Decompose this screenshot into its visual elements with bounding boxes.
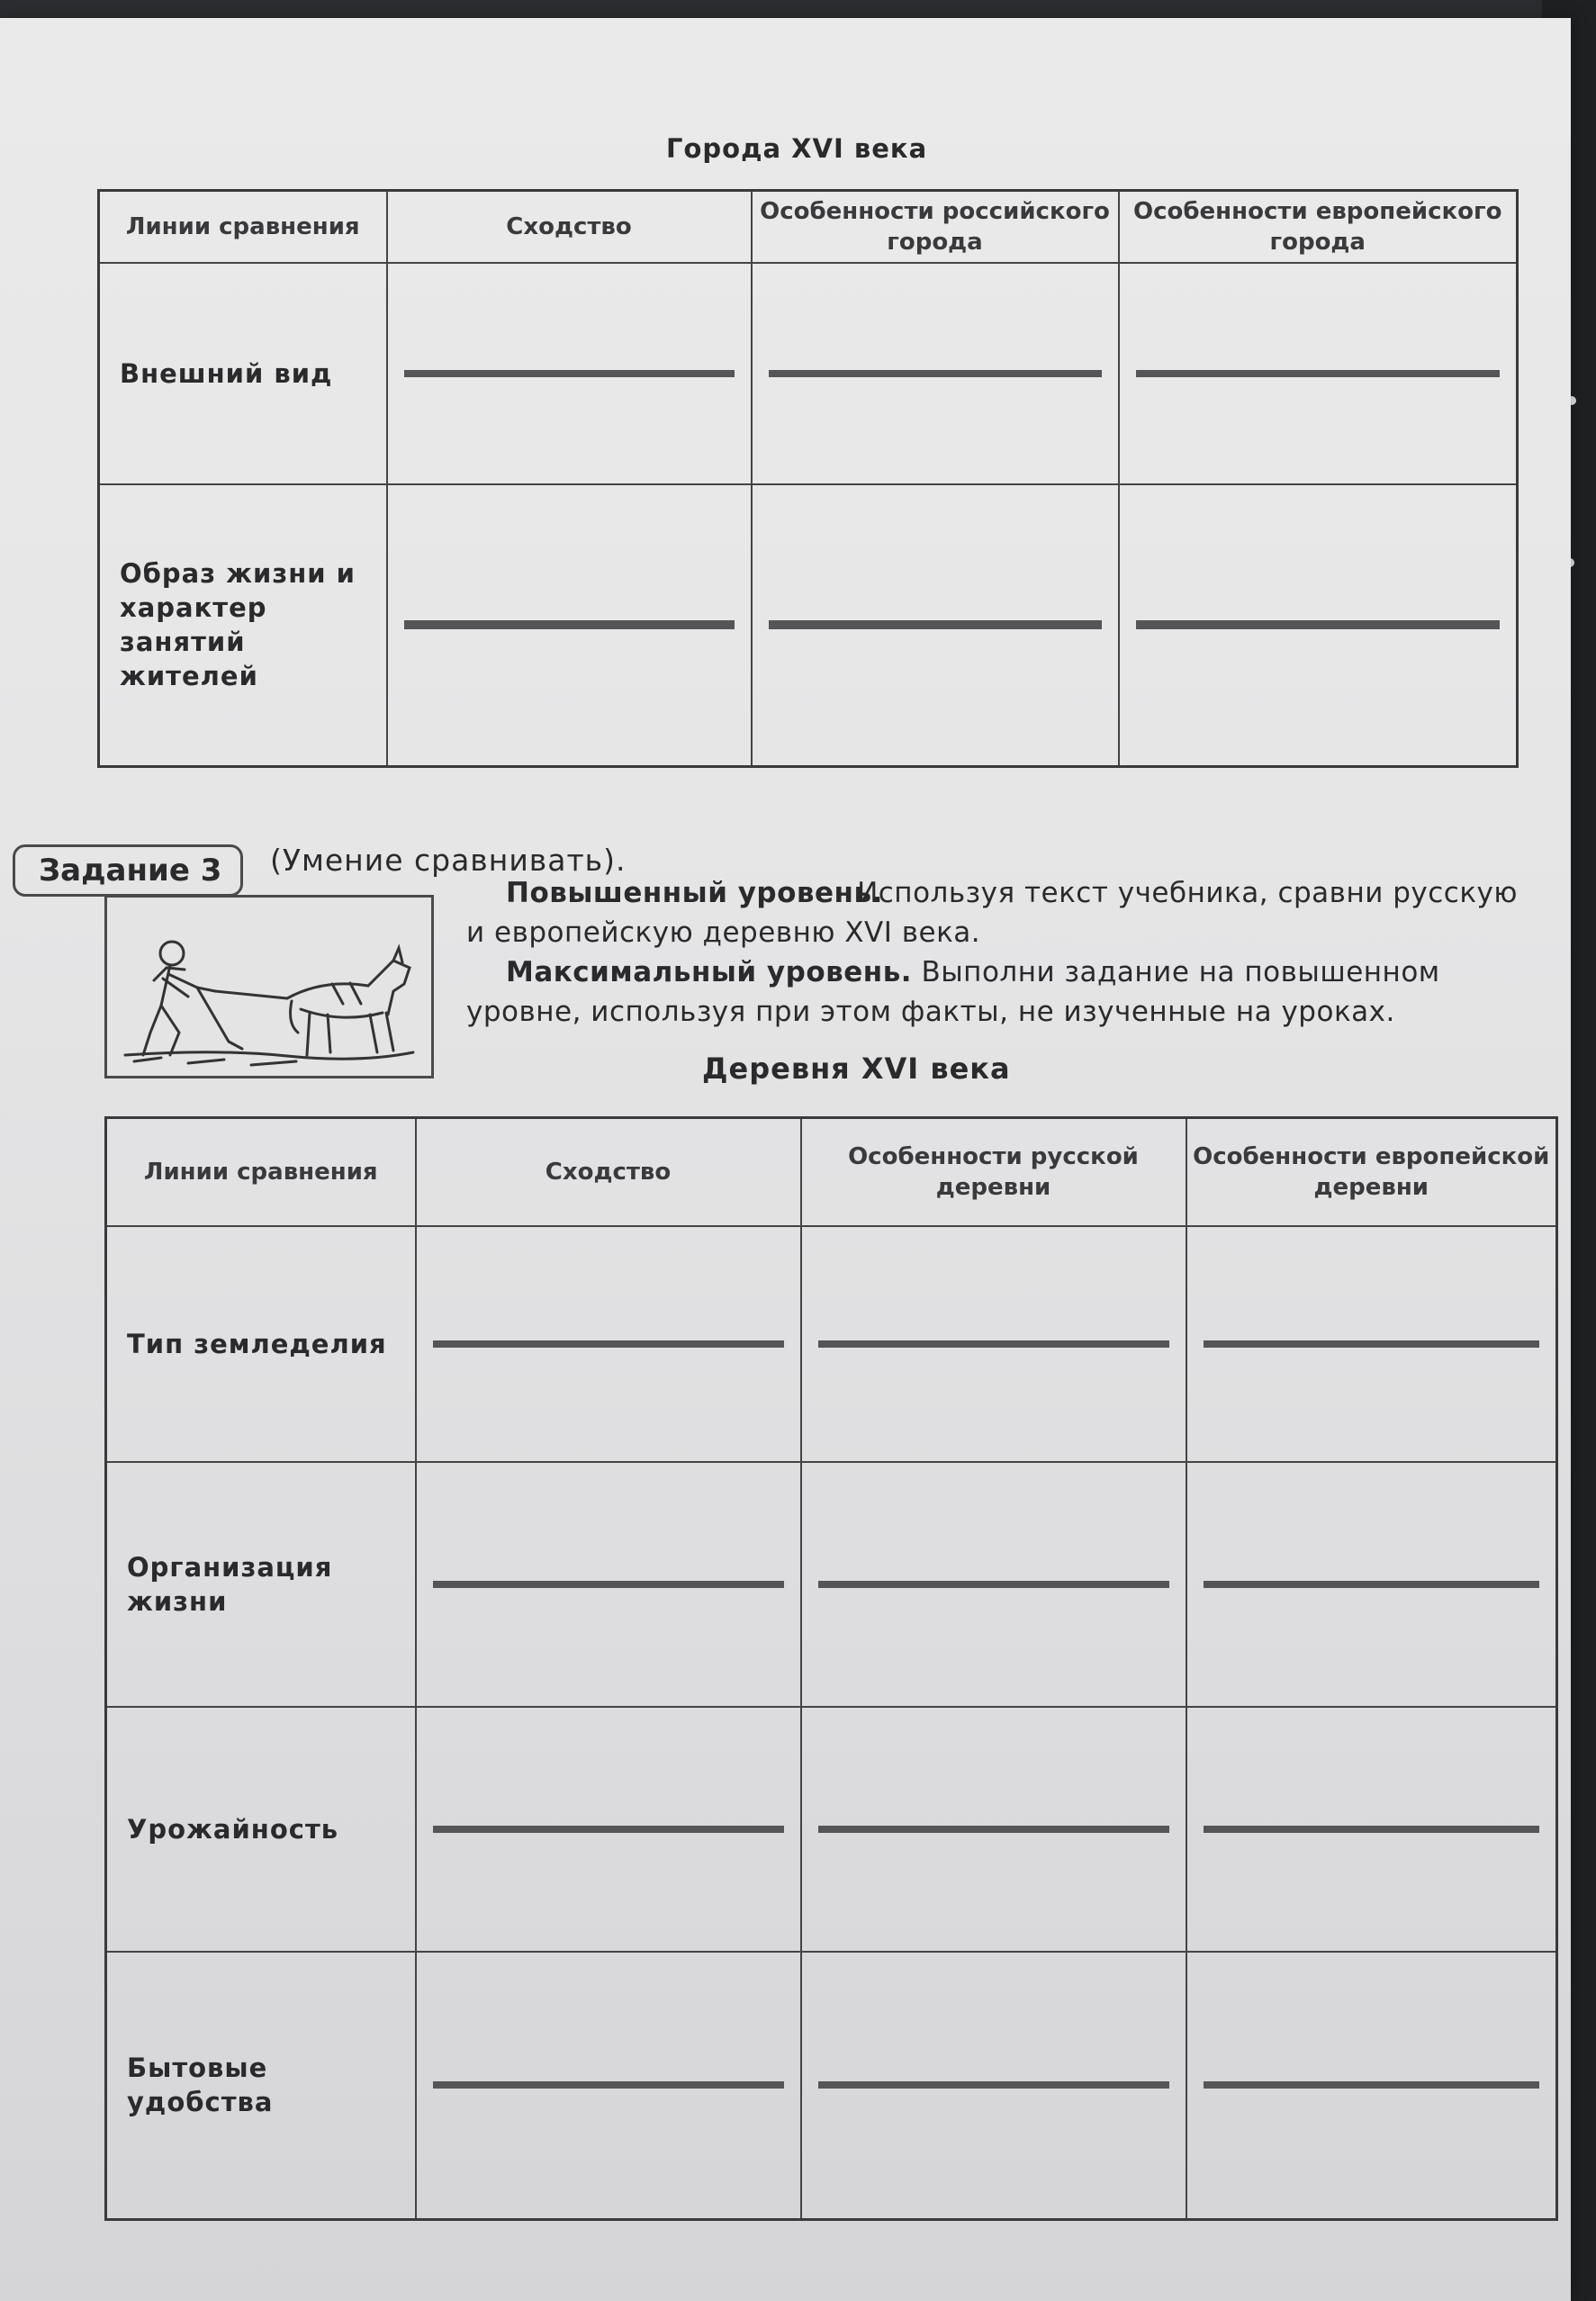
- table2-row-label-yield: Урожайность: [106, 1707, 416, 1952]
- answer-cell[interactable]: [416, 1226, 801, 1462]
- table-row: [106, 1226, 1557, 1462]
- answer-cell[interactable]: [1119, 484, 1518, 767]
- table-row: [106, 1952, 1557, 2220]
- answer-cell[interactable]: [1186, 1462, 1557, 1707]
- table2-header-similarity: Сходство: [416, 1118, 801, 1226]
- task-badge: Задание 3: [13, 844, 243, 897]
- task-note: (Умение сравнивать).: [270, 843, 627, 878]
- table2-row-label-farming-type: Тип земледелия: [106, 1226, 416, 1462]
- answer-cell[interactable]: [801, 1226, 1186, 1462]
- table1-header-european-city: Особенности европейского города: [1119, 191, 1518, 263]
- advanced-level-label: Повышенный уровень.: [506, 877, 883, 909]
- answer-cell[interactable]: [1186, 1226, 1557, 1462]
- answer-cell[interactable]: [801, 1462, 1186, 1707]
- village-comparison-table: [104, 1116, 1558, 2221]
- table1-row-label-lifestyle: Образ жизни и характер занятий жителей: [99, 484, 387, 767]
- table-row: [99, 263, 1518, 484]
- table2-header-lines: Линии сравнения: [106, 1118, 416, 1226]
- answer-cell[interactable]: [1119, 263, 1518, 484]
- table1-title: Города XVI века: [666, 133, 928, 164]
- table2-header-row: [106, 1118, 1557, 1226]
- table2-header-russian-village: Особенности русской деревни: [801, 1118, 1186, 1226]
- max-level-text-block: [466, 952, 1528, 1032]
- table-row: [106, 1462, 1557, 1707]
- max-level-text: Выполни задание на повышенном уровне, используя при этом факты, не изученные на уроках.: [466, 956, 1440, 1028]
- answer-cell[interactable]: [1186, 1707, 1557, 1952]
- advanced-level-text: Используя текст учебника, сравни русскую и европейскую деревню XVI века.: [466, 877, 1518, 949]
- table-row: [99, 484, 1518, 767]
- answer-cell[interactable]: [416, 1707, 801, 1952]
- answer-cell[interactable]: [752, 263, 1119, 484]
- answer-cell[interactable]: [1186, 1952, 1557, 2220]
- ploughing-farmer-illustration-icon: [104, 895, 434, 1078]
- table1-header-russian-city: Особенности российского города: [752, 191, 1119, 263]
- answer-cell[interactable]: [801, 1707, 1186, 1952]
- answer-cell[interactable]: [801, 1952, 1186, 2220]
- workbook-page: [0, 18, 1571, 2301]
- table1-header-row: [99, 191, 1518, 263]
- answer-cell[interactable]: [752, 484, 1119, 767]
- answer-cell[interactable]: [387, 263, 752, 484]
- max-level-label: Максимальный уровень.: [506, 956, 913, 988]
- table1-header-lines: Линии сравнения: [99, 191, 387, 263]
- answer-cell[interactable]: [387, 484, 752, 767]
- table2-row-label-amenities: Бытовые удобства: [106, 1952, 416, 2220]
- table2-title: Деревня XVI века: [702, 1051, 1011, 1086]
- table2-header-european-village: Особенности европейской деревни: [1186, 1118, 1557, 1226]
- advanced-level-text-block: [466, 873, 1528, 952]
- table2-row-label-life-organization: Организация жизни: [106, 1462, 416, 1707]
- table1-header-similarity: Сходство: [387, 191, 752, 263]
- table-row: [106, 1707, 1557, 1952]
- table1-row-label-appearance: Внешний вид: [99, 263, 387, 484]
- answer-cell[interactable]: [416, 1462, 801, 1707]
- cities-comparison-table: [97, 189, 1519, 768]
- answer-cell[interactable]: [416, 1952, 801, 2220]
